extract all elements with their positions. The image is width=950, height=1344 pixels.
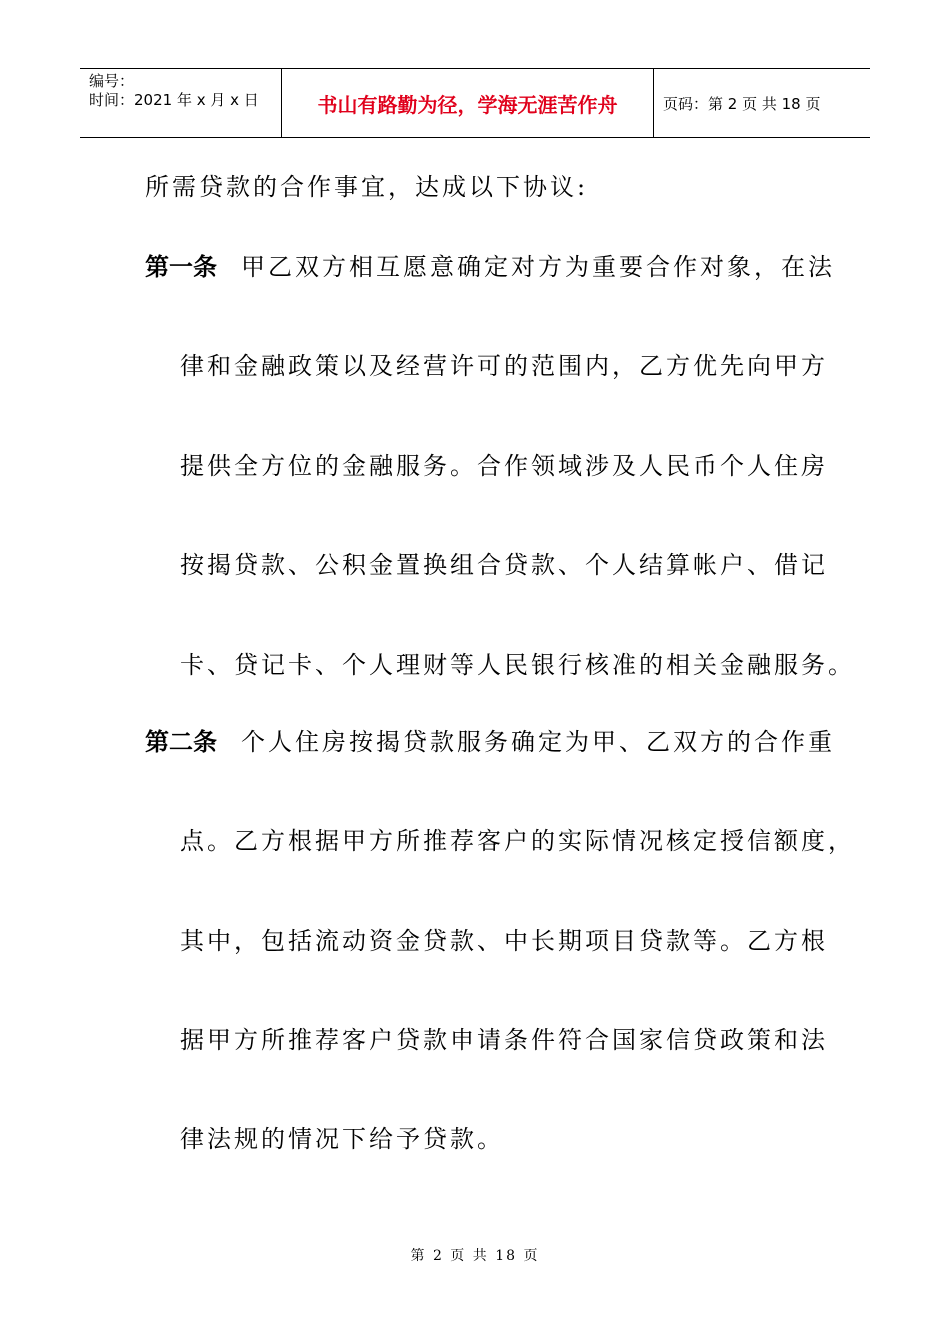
article-1-text-line: 卡、贷记卡、个人理财等人民银行核准的相关金融服务。: [180, 651, 855, 679]
article-1-text-line: 甲乙双方相互愿意确定对方为重要合作对象，在法: [241, 253, 835, 281]
header-page-info: 页码：第 2 页 共 18 页: [663, 94, 821, 113]
article-2-line: [145, 727, 835, 757]
article-1-text-line: 律和金融政策以及经营许可的范围内，乙方优先向甲方: [180, 352, 828, 380]
article-1-text-line: 提供全方位的金融服务。合作领域涉及人民币个人住房: [180, 452, 828, 480]
article-1-text-line: 按揭贷款、公积金置换组合贷款、个人结算帐户、借记: [180, 551, 828, 579]
intro-line: 所需贷款的合作事宜，达成以下协议:: [145, 173, 589, 201]
article-2-text-line: 其中，包括流动资金贷款、中长期项目贷款等。乙方根: [180, 927, 828, 955]
article-2-text-line: 律法规的情况下给予贷款。: [180, 1125, 504, 1153]
article-1-line: [145, 252, 835, 282]
document-date-label: 时间：2021 年 x 月 x 日: [89, 91, 259, 109]
article-2-text-line: 据甲方所推荐客户贷款申请条件符合国家信贷政策和法: [180, 1026, 828, 1054]
article-1-label: 第一条: [145, 253, 217, 281]
article-2-label: 第二条: [145, 728, 217, 756]
article-2-text-line: 个人住房按揭贷款服务确定为甲、乙双方的合作重: [241, 728, 835, 756]
document-number-label: 编号：: [89, 72, 135, 90]
header-motto: 书山有路勤为径，学海无涯苦作舟: [282, 69, 654, 137]
article-2-text-line: 点。乙方根据甲方所推荐客户的实际情况核定授信额度，: [180, 827, 855, 855]
document-header: [80, 68, 870, 138]
page-footer: 第 2 页 共 18 页: [410, 1248, 540, 1264]
header-meta-cell: [80, 69, 282, 137]
